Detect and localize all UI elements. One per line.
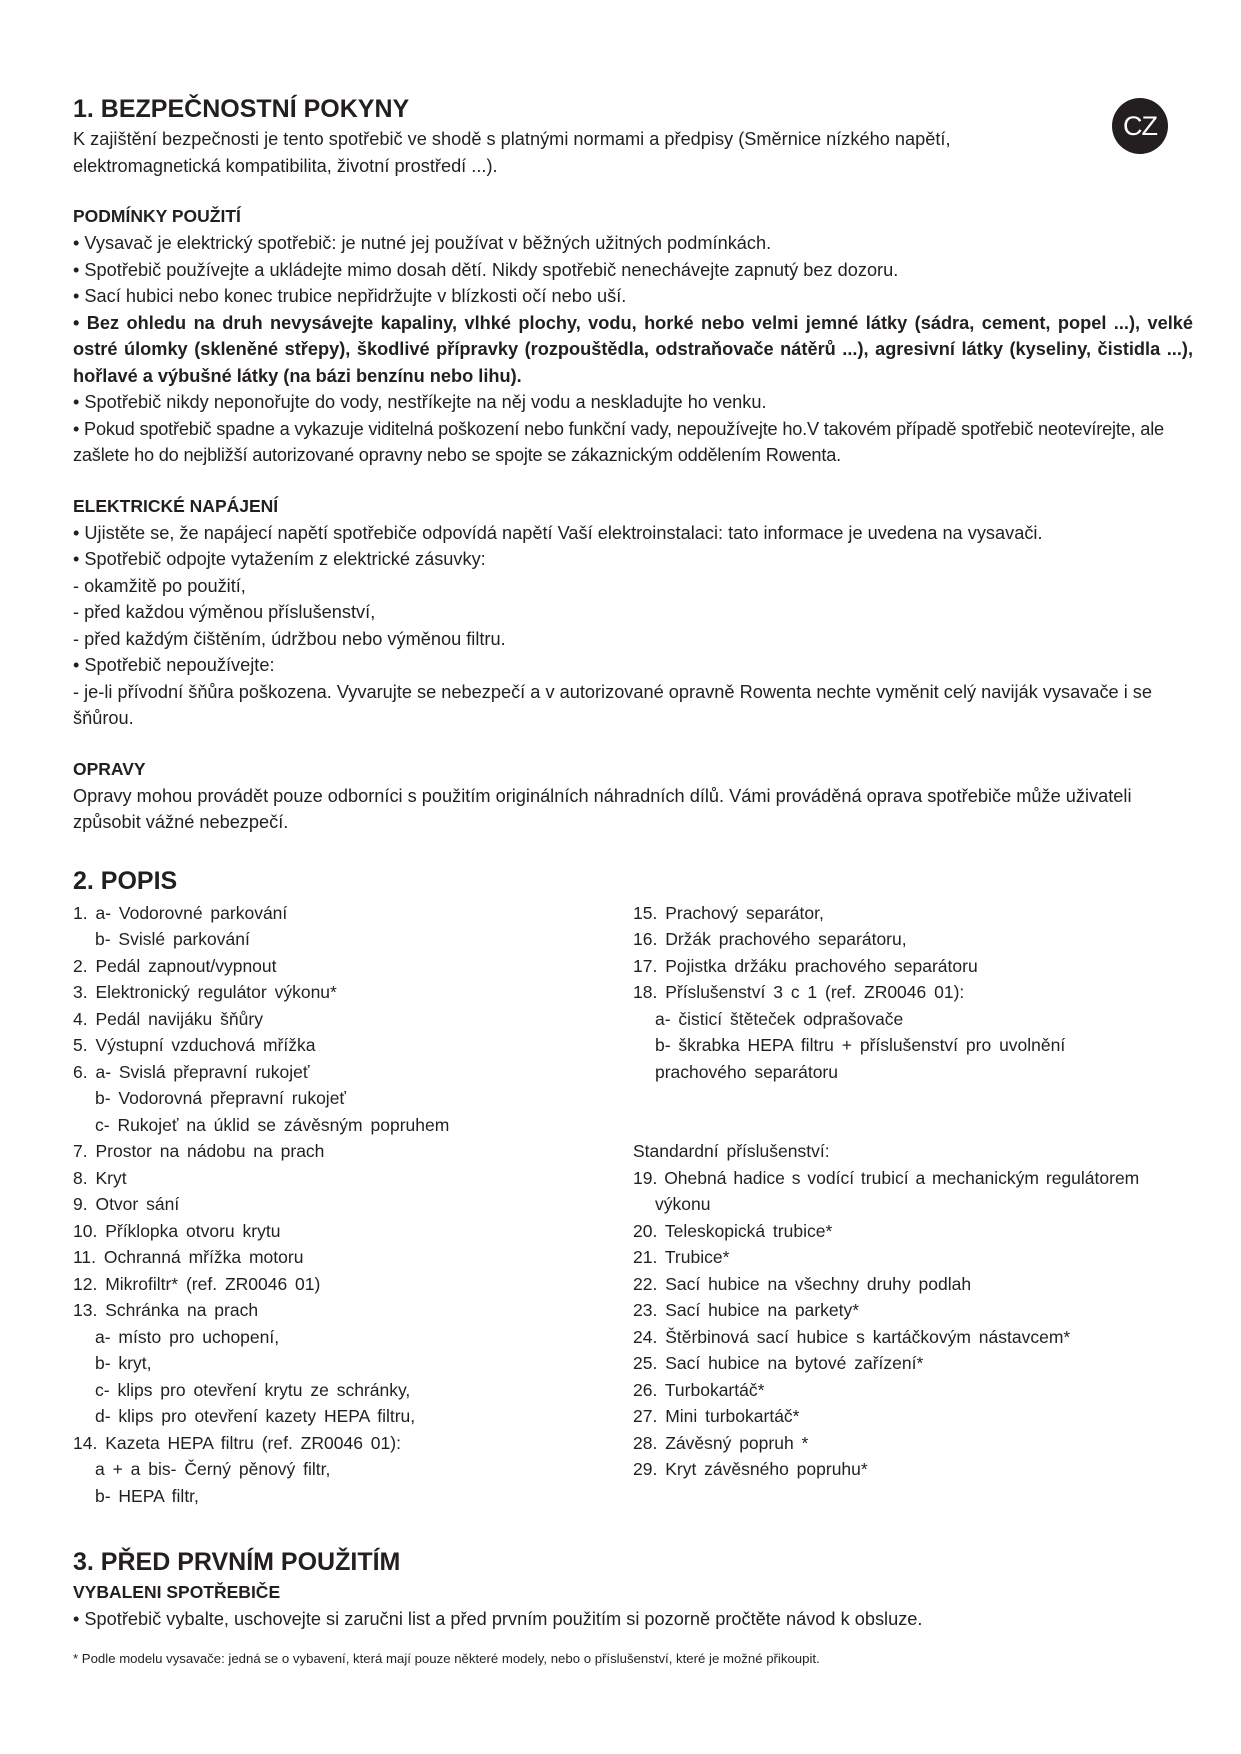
list-item: 5. Výstupní vzduchová mřížka [73,1035,316,1055]
list-item: 10. Příklopka otvoru krytu [73,1220,281,1241]
list-item: 20. Teleskopická trubice* [633,1220,833,1241]
list-item: 19. Ohebná hadice s vodící trubicí a mechanickým regulátorem [633,1167,1140,1188]
footnote: * Podle modelu vysavače: jedná se o vybavení, která mají pouze některé modely, nebo o příslušenství, které je možné přikoupit. [73,1650,820,1666]
parts-list [73,900,1193,1510]
section-2-title: 2. POPIS [73,866,178,895]
power-item-1: • Ujistěte se, že napájecí napětí spotřebiče odpovídá napětí Vaší elektroinstalaci: tato informace je uvedena na vysavači. [73,522,1043,543]
list-item: 1. a- Vodorovné parkování [73,902,288,923]
list-item: 13. Schránka na prach [73,1300,259,1320]
list-item: a + a bis- Černý pěnový filtr, [95,1459,331,1479]
list-item: b- Vodorovná přepravní rukojeť [95,1088,346,1108]
power-item-3: - okamžitě po použití, [73,575,246,596]
section-1-title: 1. BEZPEČNOSTNÍ POKYNY [73,95,410,123]
list-item: 2. Pedál zapnout/vypnout [73,955,277,976]
list-item: 8. Kryt [73,1167,127,1188]
list-item: 24. Štěrbinová sací hubice s kartáčkovým nástavcem* [633,1326,1071,1347]
list-item: prachového separátoru [655,1061,838,1082]
usage-item-3: • Sací hubici nebo konec trubice nepřidržujte v blízkosti očí nebo uší. [73,286,627,306]
list-item: 29. Kryt závěsného popruhu* [633,1459,868,1479]
list-item: 26. Turbokartáč* [633,1379,765,1400]
list-item: c- klips pro otevření krytu ze schránky, [95,1379,411,1400]
unpacking-text: • Spotřebič vybalte, uschovejte si zaručni list a před prvním použitím si pozorně pročtěte návod k obsluze. [73,1609,923,1629]
parts-list-right [633,900,1193,1510]
repairs-text: Opravy mohou provádět pouze odborníci s použitím originálních náhradních dílů. Vámi prováděná oprava spotřebiče může uživateli způsobit vážné nebezpečí. [73,785,1132,832]
list-item: 12. Mikrofiltr* (ref. ZR0046 01) [73,1273,321,1294]
list-item: 21. Trubice* [633,1247,730,1267]
safety-intro: K zajištění bezpečnosti je tento spotřebič ve shodě s platnými normami a předpisy (Směrnice nízkého napětí, elektromagnetická kompatibilita, životní prostředí ...). [73,129,951,176]
usage-item-2: • Spotřebič používejte a ukládejte mimo dosah dětí. Nikdy spotřebič nenechávejte zapnutý bez dozoru. [73,259,899,280]
list-item: 3. Elektronický regulátor výkonu* [73,982,337,1002]
language-badge-cz: CZ [1112,98,1168,154]
list-item: b- Svislé parkování [95,929,250,949]
list-item: 9. Otvor sání [73,1194,180,1214]
power-item-5: - před každým čištěním, údržbou nebo výměnou filtru. [73,628,506,649]
list-item: výkonu [655,1194,711,1214]
list-item: 6. a- Svislá přepravní rukojeť [73,1061,310,1082]
list-item: b- škrabka HEPA filtru + příslušenství pro uvolnění [655,1035,1066,1055]
standard-accessories-label: Standardní příslušenství: [633,1141,830,1161]
usage-warning-bold: • Bez ohledu na druh nevysávejte kapaliny, vlhké plochy, vodu, horké nebo velmi jemné látky (sádra, cement, popel ...), velké ostré úlomky (skleněné střepy), škodlivé přípravky (rozpouštědla, odstraňovače nátěrů ...), agresivní látky (kyseliny, čistidla ...), hořlavé a výbušné látky (na bázi benzínu nebo lihu). [73,312,1193,386]
usage-item-5: • Pokud spotřebič spadne a vykazuje viditelná poškození nebo funkční vady, nepoužívejte ho.V takovém případě spotřebič neotevírejte, ale zašlete ho do nejbližší autorizované opravny nebo se spojte se zákaznickým oddělením Rowenta. [73,418,1164,465]
list-item: 18. Příslušenství 3 c 1 (ref. ZR0046 01): [633,982,965,1002]
list-item: a- čisticí štěteček odprašovače [655,1008,904,1029]
list-item: c- Rukojeť na úklid se závěsným popruhem [95,1114,450,1135]
usage-item-4: • Spotřebič nikdy neponořujte do vody, nestříkejte na něj vodu a neskladujte ho venku. [73,392,767,412]
list-item: 14. Kazeta HEPA filtru (ref. ZR0046 01): [73,1432,401,1453]
list-item: 22. Sací hubice na všechny druhy podlah [633,1273,972,1294]
list-item: 16. Držák prachového separátoru, [633,929,907,949]
list-item: 11. Ochranná mřížka motoru [73,1247,304,1267]
power-item-4: - před každou výměnou příslušenství, [73,602,376,622]
list-item: 7. Prostor na nádobu na prach [73,1141,325,1161]
power-item-7: - je-li přívodní šňůra poškozena. Vyvarujte se nebezpečí a v autorizované opravně Rowenta nechte vyměnit celý naviják vysavače i se šňůrou. [73,681,1153,728]
list-item: 4. Pedál navijáku šňůry [73,1008,263,1029]
power-supply-heading: ELEKTRICKÉ NAPÁJENÍ [73,495,279,516]
list-item: 28. Závěsný popruh * [633,1432,809,1453]
section-3-title: 3. PŘED PRVNÍM POUŽITÍM [73,1548,401,1576]
list-item: 15. Prachový separátor, [633,902,824,923]
list-item: b- kryt, [95,1353,152,1373]
document-page [73,92,1193,1669]
usage-conditions-heading: PODMÍNKY POUŽITÍ [73,206,241,226]
list-item: d- klips pro otevření kazety HEPA filtru, [95,1406,416,1426]
list-item: 27. Mini turbokartáč* [633,1406,800,1426]
power-item-2: • Spotřebič odpojte vytažením z elektrické zásuvky: [73,549,486,569]
list-item: 25. Sací hubice na bytové zařízení* [633,1353,924,1373]
list-item: 23. Sací hubice na parkety* [633,1300,860,1320]
unpacking-heading: VYBALENI SPOTŘEBIČE [73,1582,281,1602]
list-item: 17. Pojistka držáku prachového separátoru [633,955,978,976]
parts-list-left [73,900,633,1510]
list-item: b- HEPA filtr, [95,1485,199,1506]
repairs-heading: OPRAVY [73,758,146,779]
usage-item-1: • Vysavač je elektrický spotřebič: je nutné jej používat v běžných užitných podmínkách. [73,233,772,253]
power-item-6: • Spotřebič nepoužívejte: [73,655,275,675]
list-item: a- místo pro uchopení, [95,1326,280,1347]
